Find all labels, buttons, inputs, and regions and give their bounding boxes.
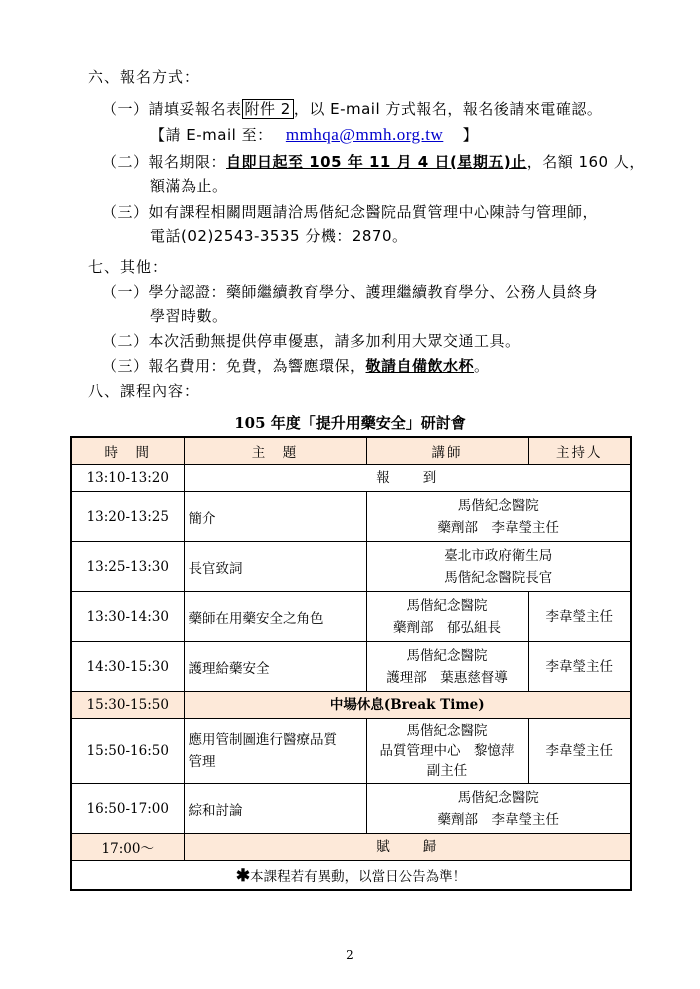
page-number: 2 (346, 948, 354, 962)
row-time: 13:30-14:30 (71, 592, 184, 642)
row-speaker (366, 719, 528, 784)
speaker-name: 馬偕紀念醫院長官 (444, 569, 553, 586)
speaker-name: 護理部 葉惠慈督導 (386, 669, 508, 686)
table-row (71, 719, 631, 784)
s6-item-2 (102, 151, 645, 172)
row-host: 李韋瑩主任 (528, 642, 631, 692)
row-time: 13:20-13:25 (71, 492, 184, 542)
s6-item-2-cont: 額滿為止。 (150, 177, 228, 195)
topic-line-1: 應用管制圖進行醫療品質 (188, 732, 337, 748)
row-topic: 長官致詞 (184, 542, 366, 592)
table-row (71, 542, 631, 592)
speaker-org: 馬偕紀念醫院 (406, 647, 488, 664)
row-topic: 綜和討論 (184, 784, 366, 834)
notice-cell (71, 861, 631, 891)
email-line-prefix: 【請 E-mail 至： (150, 126, 273, 144)
row-speaker (366, 542, 631, 592)
header-speaker: 講師 (366, 437, 528, 465)
row-time: 17:00～ (71, 834, 184, 861)
table-header-row (71, 437, 631, 465)
speaker-name: 藥劑部 李韋瑩主任 (437, 811, 559, 828)
section-7-heading: 七、其他： (88, 258, 169, 276)
row-topic: 藥師在用藥安全之角色 (184, 592, 366, 642)
row-topic: 中場休息(Break Time) (184, 692, 631, 719)
s7-item-3-prefix: （三）報名費用：免費，為響應環保， (102, 357, 366, 375)
notice-text: 本課程若有異動，以當日公告為準！ (250, 868, 467, 885)
s6-item-1-suffix: ，以 E-mail 方式報名，報名後請來電確認。 (293, 100, 603, 118)
speaker-org: 馬偕紀念醫院 (406, 723, 488, 739)
s7-item-3-suffix: 。 (474, 357, 490, 375)
table-row (71, 592, 631, 642)
row-time: 15:30-15:50 (71, 692, 184, 719)
notice-row (71, 861, 631, 891)
topic-line-2: 管理 (188, 754, 216, 770)
table-title: 105 年度「提升用藥安全」研討會 (234, 414, 466, 432)
table-row (71, 784, 631, 834)
table-row-end (71, 834, 631, 861)
s6-item-3-line2: 電話(02)2543-3535 分機：2870。 (150, 227, 408, 245)
row-time: 14:30-15:30 (71, 642, 184, 692)
row-time: 15:50-16:50 (71, 719, 184, 784)
row-topic (184, 719, 366, 784)
row-time: 13:10-13:20 (71, 465, 184, 492)
s6-item-2-prefix: （二）報名期限： (102, 153, 227, 171)
speaker-org: 馬偕紀念醫院 (406, 597, 488, 614)
row-time: 16:50-17:00 (71, 784, 184, 834)
s7-item-2: （二）本次活動無提供停車優惠，請多加利用大眾交通工具。 (102, 332, 521, 350)
s7-item-1-line2: 學習時數。 (150, 307, 228, 325)
speaker-name: 藥劑部 李韋瑩主任 (437, 519, 559, 536)
row-speaker (366, 784, 631, 834)
s6-item-3-line1: （三）如有課程相關問題請洽馬偕紀念醫院品質管理中心陳詩勻管理師， (102, 203, 599, 221)
s7-item-1-line1: （一）學分認證：藥師繼續教育學分、護理繼續教育學分、公務人員終身 (102, 283, 599, 301)
email-link[interactable]: mmhqa@mmh.org.tw (285, 125, 444, 144)
s6-item-1-prefix: （一）請填妥報名表 (102, 100, 242, 118)
bring-cup-text: 敬請自備飲水杯 (365, 357, 475, 375)
s7-item-3 (102, 355, 490, 376)
email-line-suffix: 】 (462, 126, 479, 144)
s6-item-1 (102, 98, 602, 119)
speaker-org: 馬偕紀念醫院 (457, 789, 539, 806)
row-topic: 報 到 (184, 465, 631, 492)
row-speaker (366, 592, 528, 642)
row-host: 李韋瑩主任 (528, 592, 631, 642)
header-host: 主持人 (528, 437, 631, 465)
star-icon: ✱ (235, 865, 251, 886)
section-6-heading: 六、報名方式： (88, 68, 201, 86)
speaker-name: 品質管理中心 黎憶萍 (379, 743, 515, 759)
table-row (71, 465, 631, 492)
table-row (71, 642, 631, 692)
row-host: 李韋瑩主任 (528, 719, 631, 784)
schedule-table (70, 436, 632, 891)
row-time: 13:25-13:30 (71, 542, 184, 592)
attachment-box: 附件 2 (242, 99, 294, 119)
speaker-name: 藥劑部 郁弘組長 (393, 619, 501, 636)
row-speaker (366, 492, 631, 542)
header-time: 時 間 (71, 437, 184, 465)
speaker-title: 副主任 (426, 763, 468, 779)
row-topic: 賦 歸 (184, 834, 631, 861)
email-line (150, 124, 478, 145)
speaker-org: 臺北市政府衛生局 (444, 547, 553, 564)
table-row (71, 492, 631, 542)
table-row-break (71, 692, 631, 719)
header-topic: 主 題 (184, 437, 366, 465)
speaker-org: 馬偕紀念醫院 (457, 497, 539, 514)
section-8-heading: 八、課程內容： (88, 382, 201, 400)
row-topic: 護理給藥安全 (184, 642, 366, 692)
row-speaker (366, 642, 528, 692)
row-topic: 簡介 (184, 492, 366, 542)
deadline-text: 自即日起至 105 年 11 月 4 日(星期五)止 (226, 153, 527, 171)
s6-item-2-suffix: ，名額 160 人， (526, 153, 645, 171)
